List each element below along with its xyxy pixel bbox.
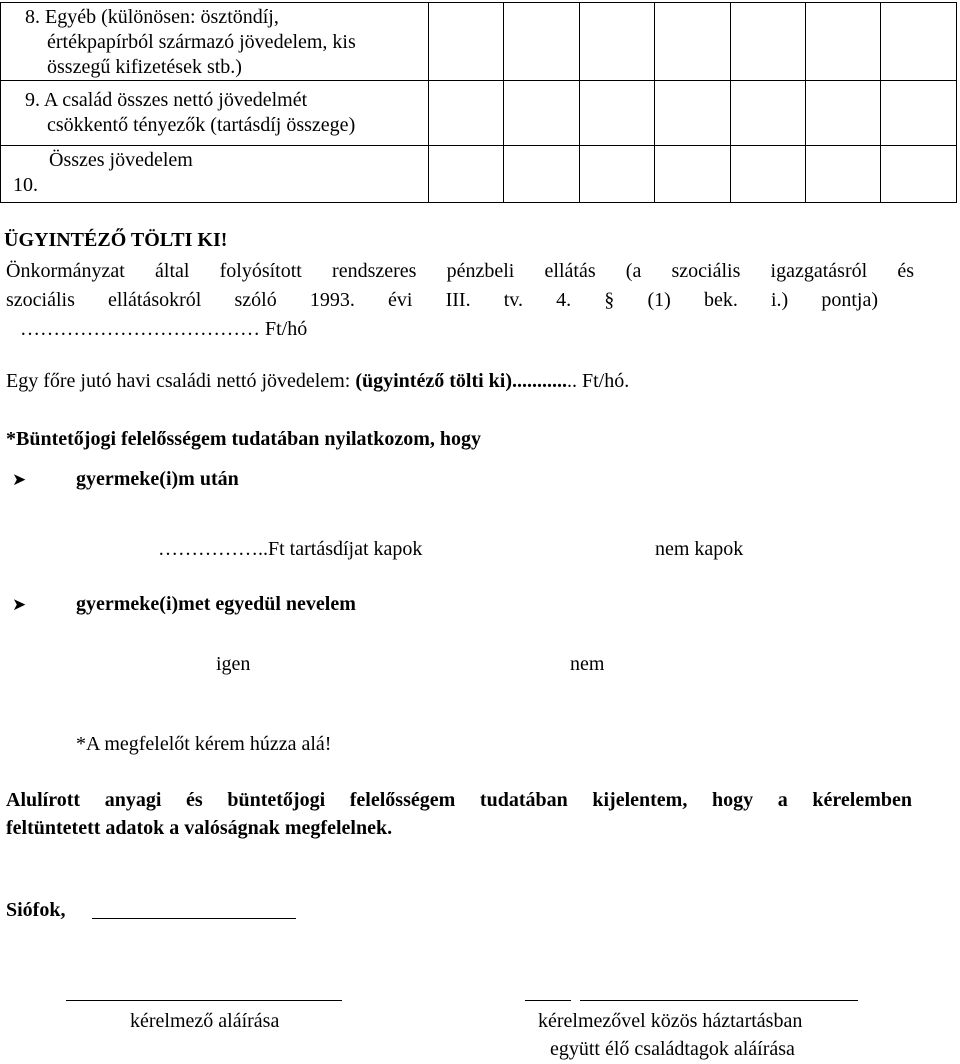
income-table	[0, 2, 957, 203]
table-cell[interactable]	[806, 81, 881, 146]
table-cell[interactable]	[655, 146, 730, 203]
household-signature-label-line1: kérelmezővel közös háztartásban	[538, 1010, 803, 1032]
single-parent-no-option[interactable]: nem	[570, 653, 605, 675]
affirmation-line2: feltüntetett adatok a valóságnak megfelelnek.	[6, 817, 393, 839]
table-row	[1, 81, 957, 146]
affirmation-line1: Alulírott anyagi és büntetőjogi felelősségem tudatában kijelentem, hogy a kérelemben	[6, 789, 912, 811]
clerk-heading: ÜGYINTÉZŐ TÖLTI KI!	[4, 229, 228, 251]
table-row	[1, 146, 957, 203]
bullet-item-alimony: ➤ gyermeke(i)m után	[12, 468, 239, 490]
table-cell[interactable]	[504, 3, 579, 81]
clerk-text-line2: szociális ellátásokról szóló 1993. évi III. tv. 4. § (1) bek. i.) pontja)	[6, 289, 878, 311]
alimony-amount-option[interactable]: ……………..Ft tartásdíjat kapok	[158, 538, 423, 560]
clerk-text-line1: Önkormányzat által folyósított rendszeres pénzbeli ellátás (a szociális igazgatásról és	[6, 260, 914, 282]
table-cell[interactable]	[881, 3, 957, 81]
table-cell[interactable]	[655, 3, 730, 81]
bullet-item-single-parent: ➤ gyermeke(i)met egyedül nevelem	[12, 593, 356, 615]
applicant-signature-line[interactable]	[66, 1000, 342, 1001]
table-cell[interactable]	[806, 146, 881, 203]
table-cell[interactable]	[579, 3, 654, 81]
table-cell[interactable]	[428, 81, 503, 146]
household-signature-line-short[interactable]	[525, 1000, 571, 1001]
applicant-signature-label: kérelmező aláírása	[130, 1010, 280, 1032]
table-cell[interactable]	[655, 81, 730, 146]
table-cell[interactable]	[730, 146, 805, 203]
table-row	[1, 3, 957, 81]
arrowhead-bullet-icon: ➤	[12, 470, 27, 489]
per-capita-income-line: Egy főre jutó havi családi nettó jövedelem: (ügyintéző tölti ki)............. Ft/hó.	[6, 370, 630, 392]
table-cell[interactable]	[428, 3, 503, 81]
underline-note: *A megfelelőt kérem húzza alá!	[76, 733, 332, 755]
single-parent-yes-option[interactable]: igen	[216, 653, 251, 675]
table-cell[interactable]	[504, 146, 579, 203]
table-cell[interactable]	[881, 146, 957, 203]
household-signature-label-line2: együtt élő családtagok aláírása	[550, 1038, 795, 1060]
row-label-10: Összes jövedelem 10.	[1, 146, 429, 203]
table-cell[interactable]	[504, 81, 579, 146]
row-label-8: 8. Egyéb (különösen: ösztöndíj, értékpapírból származó jövedelem, kis összegű kifizetések stb.)	[1, 3, 429, 81]
row-label-9: 9. A család összes nettó jövedelmét csökkentő tényezők (tartásdíj összege)	[1, 81, 429, 146]
arrowhead-bullet-icon: ➤	[12, 595, 27, 614]
table-cell[interactable]	[730, 3, 805, 81]
date-line[interactable]	[92, 918, 296, 919]
table-cell[interactable]	[806, 3, 881, 81]
declaration-title: *Büntetőjogi felelősségem tudatában nyilatkozom, hogy	[6, 428, 481, 450]
table-cell[interactable]	[579, 146, 654, 203]
table-cell[interactable]	[730, 81, 805, 146]
clerk-amount-line[interactable]: ……………………………… Ft/hó	[20, 318, 308, 340]
alimony-no-option[interactable]: nem kapok	[655, 538, 744, 560]
place-label: Siófok,	[6, 899, 66, 921]
table-cell[interactable]	[579, 81, 654, 146]
table-cell[interactable]	[881, 81, 957, 146]
household-signature-line[interactable]	[580, 1000, 858, 1001]
table-cell[interactable]	[428, 146, 503, 203]
